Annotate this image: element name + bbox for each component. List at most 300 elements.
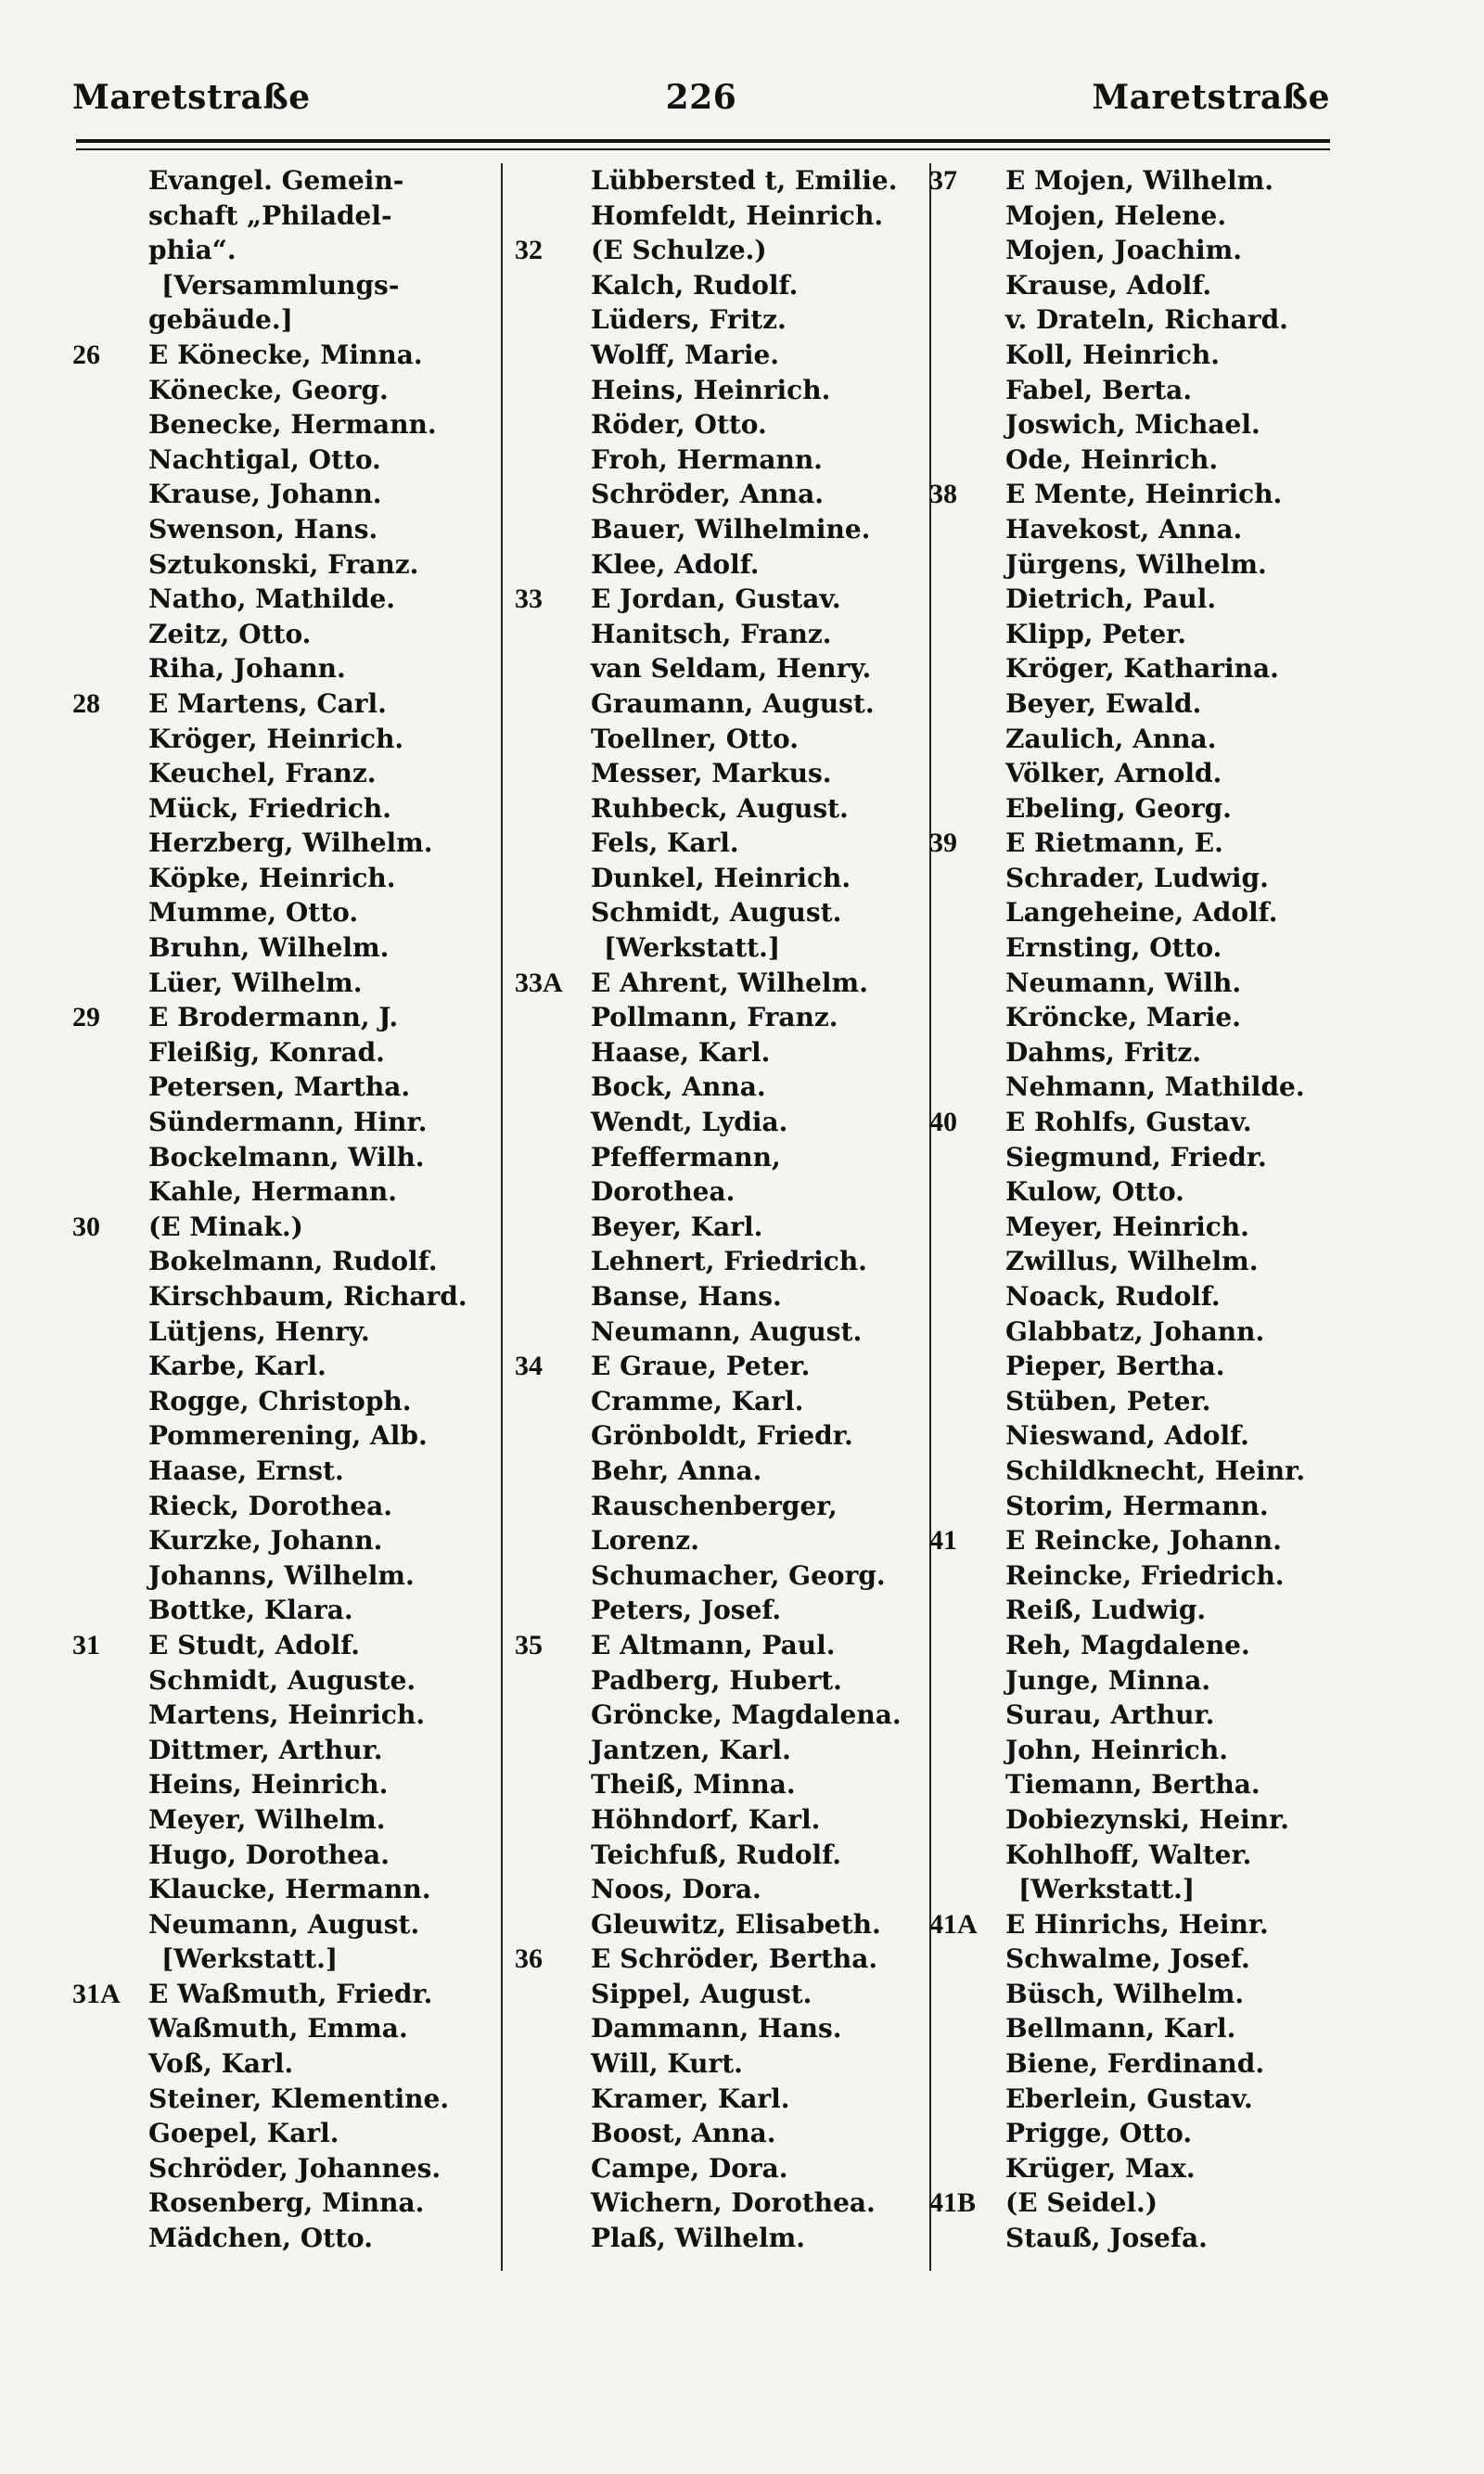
page-header [72, 78, 1330, 134]
directory-entry [72, 1035, 490, 1070]
resident-name: Haase, Ernst. [148, 1455, 344, 1486]
directory-entry [929, 1454, 1347, 1489]
directory-entry [929, 302, 1347, 338]
directory-entry [72, 686, 490, 722]
resident-name: Völker, Arnold. [1005, 758, 1222, 789]
directory-entry [929, 722, 1347, 757]
resident-name: Mojen, Joachim. [1005, 235, 1242, 266]
directory-entry [72, 1558, 490, 1594]
directory-entry [515, 1314, 932, 1350]
house-number: 38 [929, 479, 957, 510]
resident-name: Lehnert, Friedrich. [591, 1246, 867, 1277]
resident-name: Schmidt, Auguste. [148, 1664, 416, 1696]
resident-name: John, Heinrich. [1005, 1734, 1228, 1765]
house-number: 31A [72, 1978, 121, 2009]
resident-name: Zaulich, Anna. [1005, 723, 1217, 754]
resident-name: Schildknecht, Heinr. [1005, 1455, 1306, 1486]
directory-entry [929, 2151, 1347, 2186]
resident-name: Froh, Hermann. [591, 443, 823, 475]
directory-entry [929, 268, 1347, 303]
directory-entry [929, 895, 1347, 930]
directory-entry [72, 302, 490, 338]
resident-name: Jürgens, Wilhelm. [1005, 548, 1267, 580]
directory-entry [929, 1942, 1347, 1977]
resident-name: Kohlhoff, Walter. [1005, 1839, 1252, 1870]
directory-entry [72, 512, 490, 547]
directory-entry [515, 233, 932, 268]
resident-name: Schumacher, Georg. [591, 1559, 886, 1591]
directory-entry [72, 1454, 490, 1489]
directory-entry [929, 686, 1347, 722]
resident-name: Waßmuth, Emma. [148, 2013, 408, 2045]
resident-name: [Werkstatt.] [604, 932, 781, 964]
resident-name: Glabbatz, Johann. [1005, 1315, 1265, 1347]
resident-name: Noos, Dora. [591, 1874, 761, 1905]
resident-name: Graumann, August. [591, 687, 875, 719]
directory-entry [515, 826, 932, 861]
resident-name: Teichfuß, Rudolf. [591, 1839, 841, 1870]
directory-entry [515, 302, 932, 338]
directory-entry [72, 1872, 490, 1907]
resident-name: gebäude.] [148, 304, 293, 336]
resident-name: Peters, Josef. [591, 1595, 782, 1626]
directory-entry [515, 1384, 932, 1419]
directory-entry [72, 582, 490, 617]
directory-entry [515, 1872, 932, 1907]
resident-name: Martens, Heinrich. [148, 1699, 426, 1731]
resident-name: Wichern, Dorothea. [591, 2187, 876, 2219]
directory-entry [929, 1663, 1347, 1698]
directory-entry [515, 2082, 932, 2117]
directory-entry [929, 1767, 1347, 1802]
directory-entry [515, 407, 932, 442]
directory-entry [515, 1140, 932, 1175]
directory-entry [515, 966, 932, 1001]
directory-entry [929, 1523, 1347, 1558]
directory-entry [72, 1174, 490, 1210]
directory-entry [515, 1977, 932, 2012]
resident-name: Langeheine, Adolf. [1005, 897, 1278, 929]
directory-entry [515, 163, 932, 199]
resident-name: Benecke, Hermann. [148, 409, 437, 441]
resident-name: Kirschbaum, Richard. [148, 1281, 467, 1312]
resident-name: Mojen, Helene. [1005, 199, 1227, 231]
house-number: 41 [929, 1525, 957, 1557]
directory-entry [929, 407, 1347, 442]
directory-entry [929, 1140, 1347, 1175]
resident-name: Büsch, Wilhelm. [1005, 1978, 1245, 2009]
directory-entry [515, 1558, 932, 1594]
resident-name: Behr, Anna. [591, 1455, 762, 1486]
directory-entry [515, 1244, 932, 1279]
house-number: 30 [72, 1211, 100, 1242]
directory-entry [72, 1070, 490, 1105]
directory-entry [515, 338, 932, 373]
resident-name: E Ahrent, Wilhelm. [591, 967, 868, 998]
resident-name: Lüders, Fritz. [591, 304, 787, 336]
directory-entry [515, 1838, 932, 1873]
directory-entry [72, 1907, 490, 1942]
directory-entry [929, 1838, 1347, 1873]
resident-name: E Martens, Carl. [148, 687, 387, 719]
resident-name: Petersen, Martha. [148, 1071, 411, 1103]
house-number: 33A [515, 967, 563, 998]
directory-entry [72, 2151, 490, 2186]
resident-name: Kahle, Hermann. [148, 1176, 398, 1208]
resident-name: Herzberg, Wilhelm. [148, 827, 433, 859]
directory-entry [929, 2046, 1347, 2082]
resident-name: Höhndorf, Karl. [591, 1803, 821, 1835]
resident-name: Pieper, Bertha. [1005, 1351, 1225, 1382]
resident-name: Dunkel, Heinrich. [591, 862, 851, 893]
resident-name: Theiß, Minna. [591, 1769, 796, 1801]
resident-name: Johanns, Wilhelm. [148, 1559, 415, 1591]
directory-entry [72, 1000, 490, 1035]
resident-name: Bellmann, Karl. [1005, 2013, 1236, 2045]
resident-name: Homfeldt, Heinrich. [591, 199, 884, 231]
resident-name: (E Schulze.) [591, 235, 767, 266]
resident-name: E Mojen, Wilhelm. [1005, 165, 1273, 196]
house-number: 41B [929, 2187, 977, 2219]
directory-entry [72, 1384, 490, 1419]
resident-name: Wendt, Lydia. [591, 1107, 788, 1138]
directory-entry [72, 1210, 490, 1245]
directory-entry [515, 442, 932, 478]
resident-name: Kröger, Heinrich. [148, 723, 404, 754]
house-number: 37 [929, 165, 957, 196]
directory-entry [72, 966, 490, 1001]
directory-entry [929, 547, 1347, 583]
house-number: 41A [929, 1908, 978, 1940]
directory-entry [72, 1942, 490, 1977]
directory-entry [72, 1418, 490, 1454]
directory-entry [72, 930, 490, 966]
resident-name: Klaucke, Hermann. [148, 1874, 431, 1905]
resident-name: Fels, Karl. [591, 827, 739, 859]
directory-entry [72, 1279, 490, 1314]
house-number: 39 [929, 827, 957, 859]
resident-name: Schröder, Johannes. [148, 2152, 441, 2184]
directory-entry [72, 2046, 490, 2082]
directory-entry [929, 373, 1347, 408]
resident-name: Junge, Minna. [1005, 1664, 1211, 1696]
directory-entry [72, 1105, 490, 1140]
house-number: 31 [72, 1629, 100, 1660]
resident-name: Evangel. Gemein- [148, 165, 404, 196]
resident-name: Lorenz. [591, 1525, 699, 1557]
resident-name: Schröder, Anna. [591, 479, 824, 510]
resident-name: van Seldam, Henry. [591, 653, 872, 685]
resident-name: Swenson, Hans. [148, 513, 378, 545]
directory-entry [929, 1105, 1347, 1140]
resident-name: [Versammlungs- [161, 269, 400, 301]
directory-entry [929, 1907, 1347, 1942]
directory-entry [72, 756, 490, 791]
directory-entry [72, 1628, 490, 1663]
resident-name: Natho, Mathilde. [148, 583, 396, 615]
resident-name: E Altmann, Paul. [591, 1629, 836, 1660]
resident-name: Kramer, Karl. [591, 2083, 790, 2114]
resident-name: Nehmann, Mathilde. [1005, 1071, 1305, 1103]
directory-entry [929, 1733, 1347, 1768]
directory-entry [929, 1628, 1347, 1663]
resident-name: Surau, Arthur. [1005, 1699, 1215, 1731]
directory-entry [929, 1558, 1347, 1594]
house-number: 29 [72, 1002, 100, 1033]
directory-entry [515, 1174, 932, 1210]
house-number: 35 [515, 1629, 543, 1660]
directory-entry [929, 617, 1347, 652]
directory-entry [72, 1698, 490, 1733]
resident-name: Bottke, Klara. [148, 1595, 353, 1626]
directory-entry [72, 1802, 490, 1838]
resident-name: Mück, Friedrich. [148, 792, 392, 824]
directory-entry [72, 791, 490, 827]
resident-name: (E Seidel.) [1005, 2187, 1158, 2219]
resident-name: Noack, Rudolf. [1005, 1281, 1221, 1312]
resident-name: Köpke, Heinrich. [148, 862, 396, 893]
resident-name: Klipp, Peter. [1005, 618, 1187, 649]
directory-entry [515, 2186, 932, 2221]
directory-entry [929, 1070, 1347, 1105]
directory-entry [72, 1663, 490, 1698]
resident-name: Sündermann, Hinr. [148, 1107, 428, 1138]
directory-entry [929, 1000, 1347, 1035]
directory-entry [72, 268, 490, 303]
directory-entry [515, 268, 932, 303]
directory-entry [72, 1977, 490, 2012]
directory-entry [72, 1733, 490, 1768]
resident-name: Kalch, Rudolf. [591, 269, 799, 301]
directory-entry [929, 2221, 1347, 2256]
resident-name: Röder, Otto. [591, 409, 767, 441]
resident-name: Dammann, Hans. [591, 2013, 842, 2045]
house-number: 40 [929, 1107, 957, 1138]
resident-name: Neumann, August. [591, 1315, 863, 1347]
directory-entry [515, 791, 932, 827]
directory-entry [929, 966, 1347, 1001]
directory-entry [515, 651, 932, 686]
resident-name: Lübbersted t, Emilie. [591, 165, 898, 196]
directory-entry [515, 1628, 932, 1663]
resident-name: Padberg, Hubert. [591, 1664, 842, 1696]
directory-entry [929, 1384, 1347, 1419]
resident-name: Rogge, Christoph. [148, 1385, 412, 1416]
resident-name: Koll, Heinrich. [1005, 339, 1220, 370]
resident-name: E Mente, Heinrich. [1005, 479, 1283, 510]
resident-name: Bock, Anna. [591, 1071, 766, 1103]
directory-column-1 [72, 163, 490, 2256]
directory-entry [515, 477, 932, 512]
directory-entry [72, 651, 490, 686]
resident-name: Schwalme, Josef. [1005, 1943, 1250, 1975]
resident-name: Gröncke, Magdalena. [591, 1699, 902, 1731]
directory-entry [515, 2116, 932, 2151]
directory-entry [72, 1489, 490, 1524]
directory-entry [929, 651, 1347, 686]
directory-entry [515, 2221, 932, 2256]
resident-name: E Reincke, Johann. [1005, 1525, 1282, 1557]
resident-name: Keuchel, Franz. [148, 758, 377, 789]
directory-entry [929, 2011, 1347, 2046]
directory-entry [929, 2116, 1347, 2151]
directory-entry [515, 199, 932, 234]
directory-entry [929, 826, 1347, 861]
resident-name: Rauschenberger, [591, 1490, 838, 1521]
resident-name: Heins, Heinrich. [148, 1769, 389, 1801]
resident-name: Havekost, Anna. [1005, 513, 1243, 545]
resident-name: Cramme, Karl. [591, 1385, 804, 1416]
directory-entry [929, 1418, 1347, 1454]
directory-entry [515, 1733, 932, 1768]
house-number: 26 [72, 339, 100, 370]
directory-entry [929, 1210, 1347, 1245]
directory-entry [72, 2011, 490, 2046]
directory-entry [72, 2116, 490, 2151]
resident-name: Ode, Heinrich. [1005, 443, 1219, 475]
resident-name: Kröger, Katharina. [1005, 653, 1279, 685]
resident-name: E Schröder, Bertha. [591, 1943, 878, 1975]
resident-name: Könecke, Georg. [148, 374, 389, 405]
resident-name: Voß, Karl. [148, 2048, 294, 2080]
resident-name: Kurzke, Johann. [148, 1525, 383, 1557]
directory-entry [929, 338, 1347, 373]
directory-entry [515, 1070, 932, 1105]
resident-name: Stauß, Josefa. [1005, 2223, 1208, 2254]
directory-entry [72, 1140, 490, 1175]
directory-entry [515, 1035, 932, 1070]
directory-entry [515, 722, 932, 757]
running-head-right: Maretstraße [1092, 78, 1330, 117]
resident-name: [Werkstatt.] [161, 1943, 339, 1975]
resident-name: Will, Kurt. [591, 2048, 743, 2080]
resident-name: Karbe, Karl. [148, 1351, 326, 1382]
directory-entry [72, 407, 490, 442]
resident-name: Riha, Johann. [148, 653, 346, 685]
directory-entry [515, 930, 932, 966]
directory-entry [72, 1314, 490, 1350]
directory-entry [515, 2046, 932, 2082]
house-number: 36 [515, 1943, 543, 1975]
resident-name: Jantzen, Karl. [591, 1734, 791, 1765]
directory-column-2 [515, 163, 932, 2256]
directory-entry [929, 1349, 1347, 1384]
house-number: 28 [72, 687, 100, 719]
directory-entry [72, 338, 490, 373]
directory-entry [72, 373, 490, 408]
resident-name: Krause, Adolf. [1005, 269, 1212, 301]
resident-name: Banse, Hans. [591, 1281, 782, 1312]
resident-name: E Jordan, Gustav. [591, 583, 841, 615]
directory-entry [515, 1000, 932, 1035]
directory-entry [929, 1314, 1347, 1350]
resident-name: Kulow, Otto. [1005, 1176, 1184, 1208]
directory-entry [929, 582, 1347, 617]
directory-entry [929, 930, 1347, 966]
resident-name: Nachtigal, Otto. [148, 443, 381, 475]
directory-entry [515, 547, 932, 583]
resident-name: Schmidt, August. [591, 897, 842, 929]
resident-name: Meyer, Heinrich. [1005, 1211, 1249, 1242]
directory-entry [72, 1349, 490, 1384]
directory-entry [515, 1454, 932, 1489]
resident-name: Bokelmann, Rudolf. [148, 1246, 438, 1277]
resident-name: v. Drateln, Richard. [1005, 304, 1288, 336]
resident-name: Zeitz, Otto. [148, 618, 312, 649]
resident-name: Dorothea. [591, 1176, 736, 1208]
directory-entry [929, 163, 1347, 199]
resident-name: Meyer, Wilhelm. [148, 1803, 386, 1835]
resident-name: phia“. [148, 235, 237, 266]
directory-entry [515, 1210, 932, 1245]
resident-name: Wolff, Marie. [591, 339, 780, 370]
resident-name: Prigge, Otto. [1005, 2118, 1193, 2149]
resident-name: Lütjens, Henry. [148, 1315, 370, 1347]
directory-entry [72, 826, 490, 861]
resident-name: Neumann, Wilh. [1005, 967, 1242, 998]
directory-column-3 [929, 163, 1347, 2256]
resident-name: Hanitsch, Franz. [591, 618, 832, 649]
resident-name: Messer, Markus. [591, 758, 832, 789]
directory-entry [515, 2151, 932, 2186]
directory-entry [72, 1767, 490, 1802]
directory-entry [929, 791, 1347, 827]
directory-entry [929, 1174, 1347, 1210]
resident-name: Gleuwitz, Elisabeth. [591, 1908, 881, 1940]
directory-entry [515, 2011, 932, 2046]
directory-entry [929, 442, 1347, 478]
resident-name: (E Minak.) [148, 1211, 303, 1242]
directory-entry [515, 1942, 932, 1977]
resident-name: Fabel, Berta. [1005, 374, 1193, 405]
directory-entry [515, 1523, 932, 1558]
directory-entry [929, 1698, 1347, 1733]
house-number: 33 [515, 583, 543, 615]
directory-entry [929, 1279, 1347, 1314]
directory-entry [72, 1244, 490, 1279]
resident-name: Dittmer, Arthur. [148, 1734, 383, 1765]
directory-entry [515, 1349, 932, 1384]
directory-entry [72, 617, 490, 652]
house-number: 34 [515, 1351, 543, 1382]
header-rule-thin [76, 148, 1330, 150]
directory-entry [72, 2186, 490, 2221]
resident-name: Dietrich, Paul. [1005, 583, 1217, 615]
directory-entry [929, 1489, 1347, 1524]
resident-name: E Waßmuth, Friedr. [148, 1978, 433, 2009]
resident-name: E Hinrichs, Heinr. [1005, 1908, 1269, 1940]
directory-entry [515, 861, 932, 896]
resident-name: Pommerening, Alb. [148, 1420, 428, 1452]
resident-name: Haase, Karl. [591, 1036, 771, 1068]
directory-entry [929, 2186, 1347, 2221]
directory-entry [72, 861, 490, 896]
resident-name: Bauer, Wilhelmine. [591, 513, 871, 545]
resident-name: Krause, Johann. [148, 479, 382, 510]
resident-name: Plaß, Wilhelm. [591, 2223, 806, 2254]
resident-name: Pfeffermann, [591, 1141, 781, 1173]
resident-name: Heins, Heinrich. [591, 374, 831, 405]
resident-name: Ebeling, Georg. [1005, 792, 1232, 824]
directory-entry [515, 512, 932, 547]
directory-entry [929, 861, 1347, 896]
resident-name: Boost, Anna. [591, 2118, 776, 2149]
resident-name: Mädchen, Otto. [148, 2223, 373, 2254]
resident-name: Dahms, Fritz. [1005, 1036, 1202, 1068]
resident-name: Schrader, Ludwig. [1005, 862, 1269, 893]
directory-entry [515, 1593, 932, 1628]
resident-name: Lüer, Wilhelm. [148, 967, 363, 998]
